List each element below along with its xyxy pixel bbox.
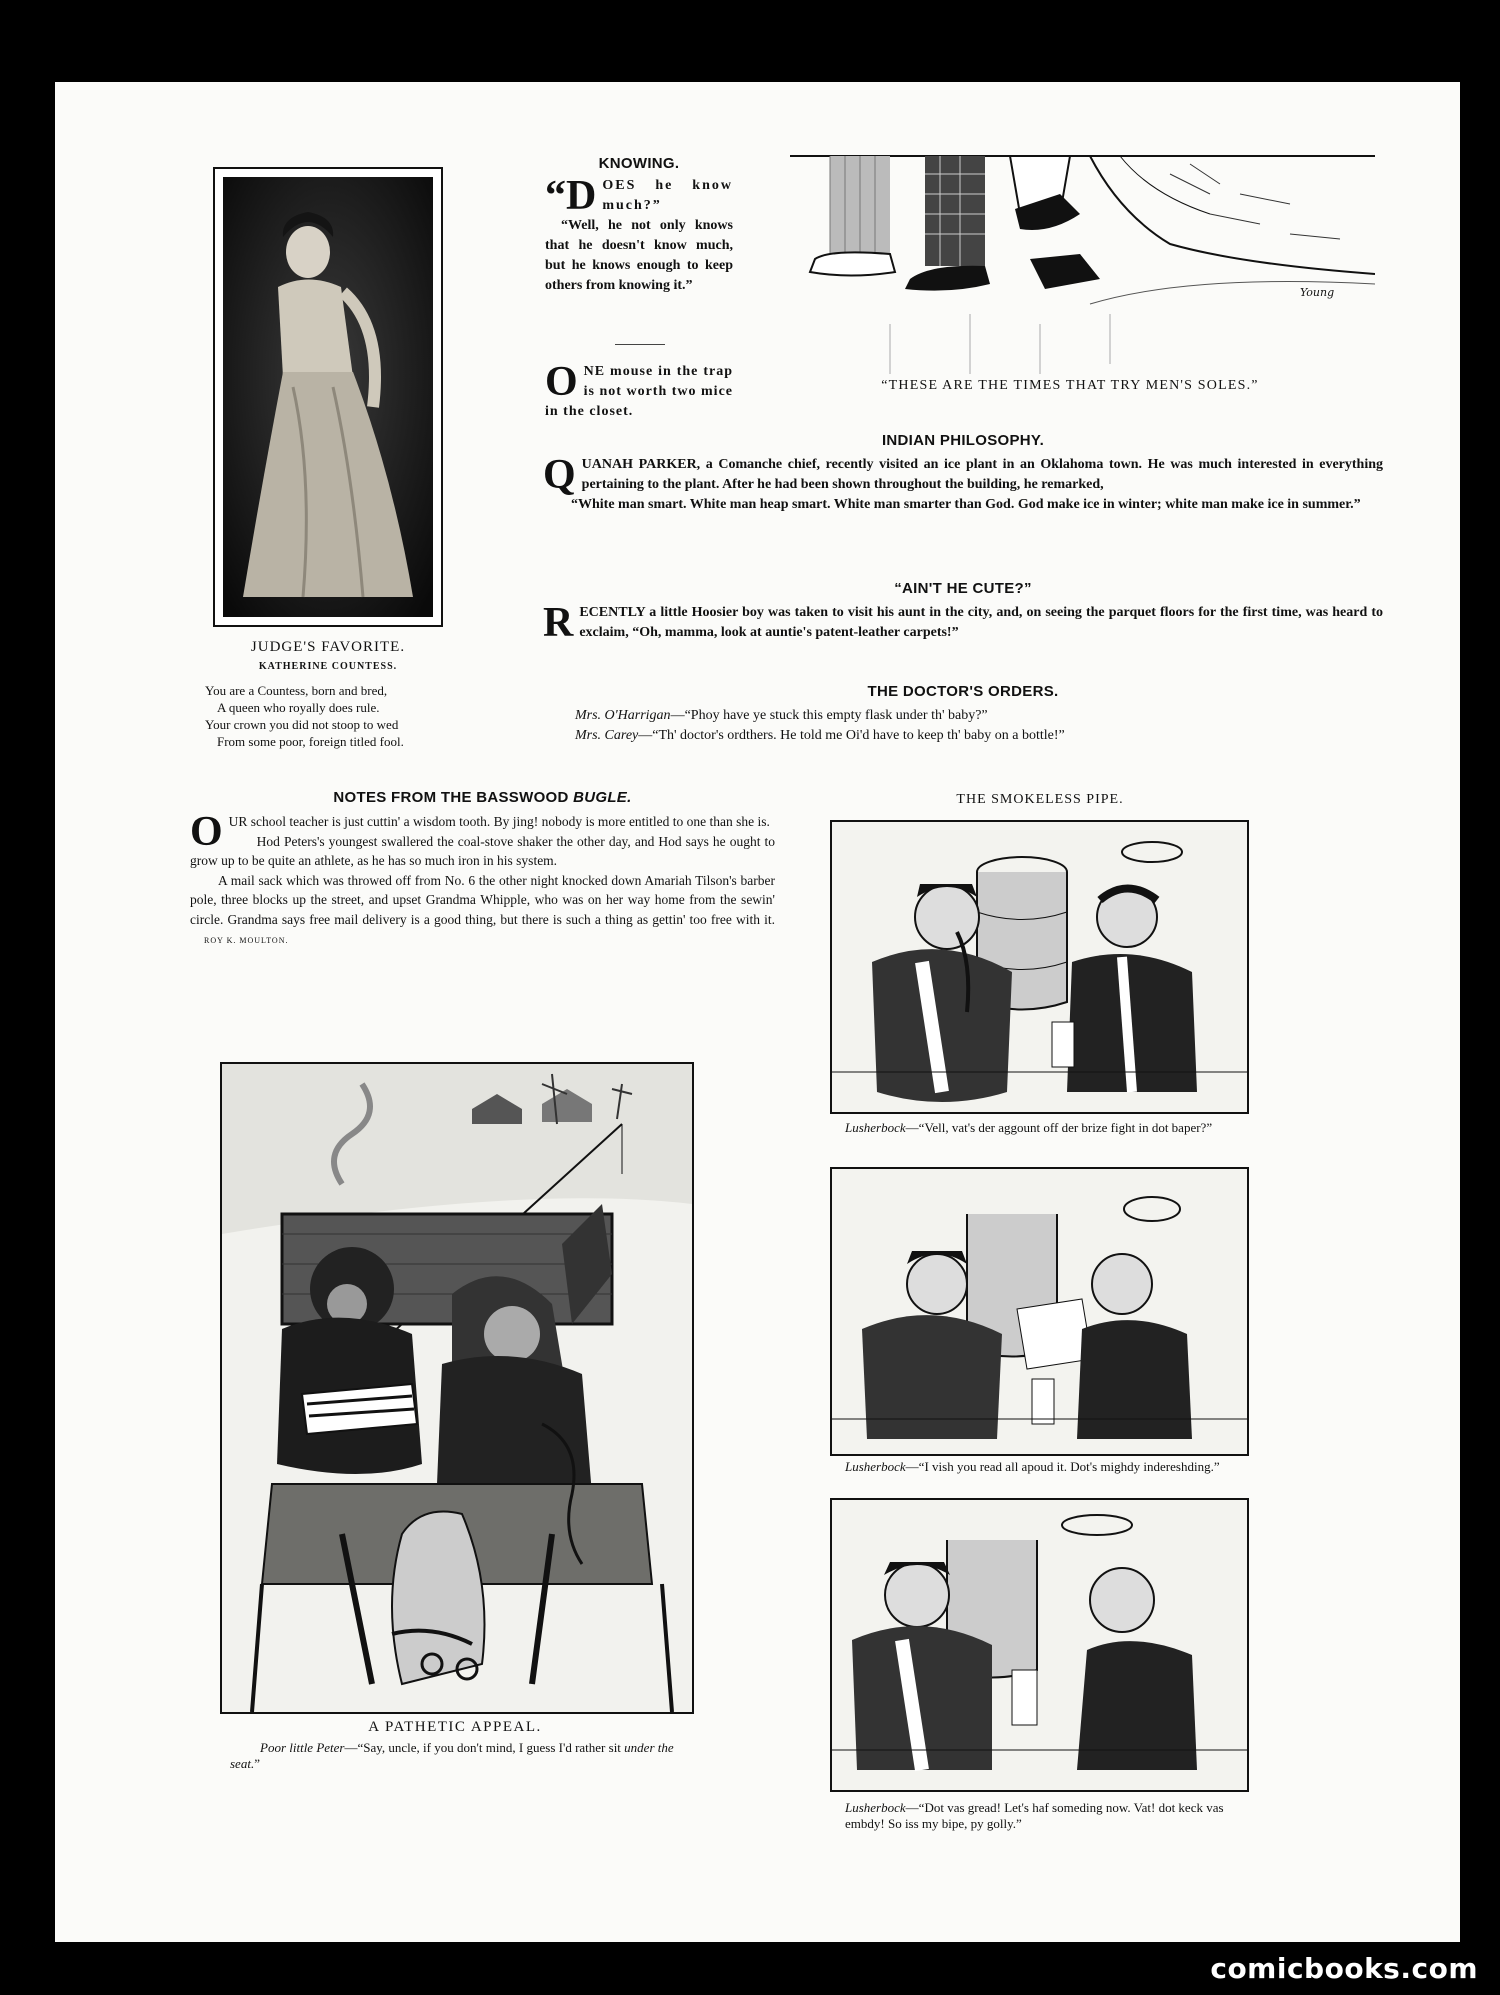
dialogue-italic: under the seat.: [230, 1740, 674, 1771]
indian-body: [543, 452, 1383, 515]
pipe-panel-illustration: [832, 1500, 1247, 1790]
bugle-article: [190, 789, 775, 951]
indian-heading: INDIAN PHILOSOPHY.: [881, 432, 1045, 449]
knowing-heading: KNOWING.: [598, 155, 680, 172]
dialogue: —“Th' doctor's ordthers. He told me Oi'd have to keep th' baby on a bottle!”: [638, 728, 1065, 743]
dialogue: —“Say, uncle, if you don't mind, I guess I'd rather sit: [344, 1740, 625, 1755]
speaker: Lusherbock: [845, 1120, 906, 1135]
doctor-article: [543, 682, 1383, 746]
pipe-panel-2: [830, 1167, 1249, 1456]
speaker: Poor little Peter: [260, 1740, 345, 1755]
pipe-caption-2: [845, 1459, 1245, 1475]
cute-text: ECENTLY a little Hoosier boy was taken to visit his aunt in the city, and, on seeing the parquet floors for the first time, was heard to exclaim, “Oh, mamma, look at auntie's patent-leather carpets!”: [579, 605, 1383, 640]
bugle-heading-text: NOTES FROM THE BASSWOOD: [333, 789, 574, 806]
bugle-heading-italic: BUGLE.: [573, 789, 632, 806]
pipe-caption-1: [845, 1120, 1245, 1136]
portrait-verse: [205, 682, 455, 750]
dialogue: —“Dot vas gread! Let's haf someding now. Vat! dot keck vas embdy! So iss my bipe, py golly.”: [845, 1800, 1224, 1831]
speaker: Mrs. O'Harrigan: [575, 708, 671, 723]
pipe-title: THE SMOKELESS PIPE.: [956, 792, 1124, 807]
dialogue: —“Phoy have ye stuck this empty flask under th' baby?”: [670, 708, 988, 723]
soles-cartoon: [790, 154, 1375, 374]
portrait-title: JUDGE'S FAVORITE.: [250, 639, 406, 655]
dialogue: —“I vish you read all apoud it. Dot's mighdy indereshding.”: [905, 1459, 1220, 1474]
cute-heading: “AIN'T HE CUTE?”: [894, 580, 1032, 597]
pipe-panel-1: [830, 820, 1249, 1114]
bugle-paragraph: Hod Peters's youngest swallered the coal-stove shaker the other day, and Hod says he ought to grow up to be quite an athlete, as he has so much iron in his system.: [190, 833, 775, 868]
knowing-article: [545, 155, 733, 296]
artist-signature: Young: [1300, 286, 1335, 299]
drop-cap: R: [543, 600, 574, 646]
mouse-text: NE mouse in the trap is not worth two mice in the closet.: [545, 364, 733, 419]
bugle-body: [190, 809, 775, 951]
knowing-text-1: OES he know much?”: [602, 178, 733, 213]
doctor-heading: THE DOCTOR'S ORDERS.: [867, 683, 1059, 700]
appeal-title: A PATHETIC APPEAL.: [368, 1719, 542, 1735]
appeal-caption: [230, 1740, 700, 1772]
speaker: Lusherbock: [845, 1459, 906, 1474]
knowing-text-2: “Well, he not only knows that he doesn't know much, but he knows enough to keep others from knowing it.”: [545, 218, 733, 293]
verse-line: Your crown you did not stoop to wed: [205, 717, 399, 732]
portrait-name: KATHERINE COUNTESS.: [258, 661, 398, 672]
indian-text-2: “White man smart. White man heap smart. White man smarter than God. God make ice in winter; white man make ice in summer.”: [571, 497, 1361, 512]
verse-line: A queen who royally does rule.: [217, 700, 380, 715]
drop-cap: O: [190, 809, 223, 855]
appeal-cartoon: [220, 1062, 694, 1714]
countess-portrait-image: [223, 177, 433, 617]
knowing-body: [545, 173, 733, 296]
indian-article: [543, 432, 1383, 515]
bugle-heading: [190, 789, 775, 806]
bugle-paragraph: UR school teacher is just cuttin' a wisdom tooth. By jing! nobody is more entitled to one than she is.: [228, 814, 770, 829]
drop-cap: Q: [543, 452, 576, 498]
speaker: Lusherbock: [845, 1800, 906, 1815]
dialogue: —“Vell, vat's der aggount off der brize fight in dot baper?”: [905, 1120, 1213, 1135]
cute-body: [543, 600, 1383, 646]
bugle-paragraph: [190, 871, 775, 951]
doctor-line-1: [543, 706, 1383, 726]
drop-cap: O: [545, 359, 578, 405]
indian-text-1: UANAH PARKER, a Comanche chief, recently visited an ice plant in an Oklahoma town. He was much interested in everything pertaining to the plant. After he had been shown throughout the building, he remarked,: [581, 457, 1383, 492]
dialogue-end: ”: [254, 1756, 260, 1771]
appeal-illustration: [222, 1064, 692, 1712]
byline: ROY K. MOULTON.: [204, 936, 289, 945]
site-watermark: comicbooks.com: [1210, 1952, 1478, 1985]
doctor-line-2: [543, 726, 1383, 746]
soles-caption: “THESE ARE THE TIMES THAT TRY MEN'S SOLES.”: [881, 378, 1259, 393]
magazine-page: [55, 82, 1460, 1942]
pipe-caption-3: [845, 1800, 1245, 1832]
verse-line: From some poor, foreign titled fool.: [217, 734, 404, 749]
divider: [615, 344, 665, 345]
mouse-article: [545, 359, 733, 422]
verse-line: You are a Countess, born and bred,: [205, 683, 388, 698]
pipe-panel-illustration: [832, 1169, 1247, 1454]
bugle-paragraph-text: A mail sack which was throwed off from No. 6 the other night knocked down Amariah Tilson's barber pole, three blocks up the street, and upset Grandma Whipple, who was on her way home from the sewin' circle. Grandma says free mail delivery is a good thing, but there is such a thing as gettin' too free with it.: [190, 872, 775, 927]
cute-article: [543, 580, 1383, 646]
soles-illustration: [790, 154, 1375, 374]
speaker: Mrs. Carey: [575, 728, 639, 743]
pipe-panel-illustration: [832, 822, 1247, 1112]
drop-cap: “D: [545, 173, 597, 219]
portrait-frame: [213, 167, 443, 627]
pipe-panel-3: [830, 1498, 1249, 1792]
